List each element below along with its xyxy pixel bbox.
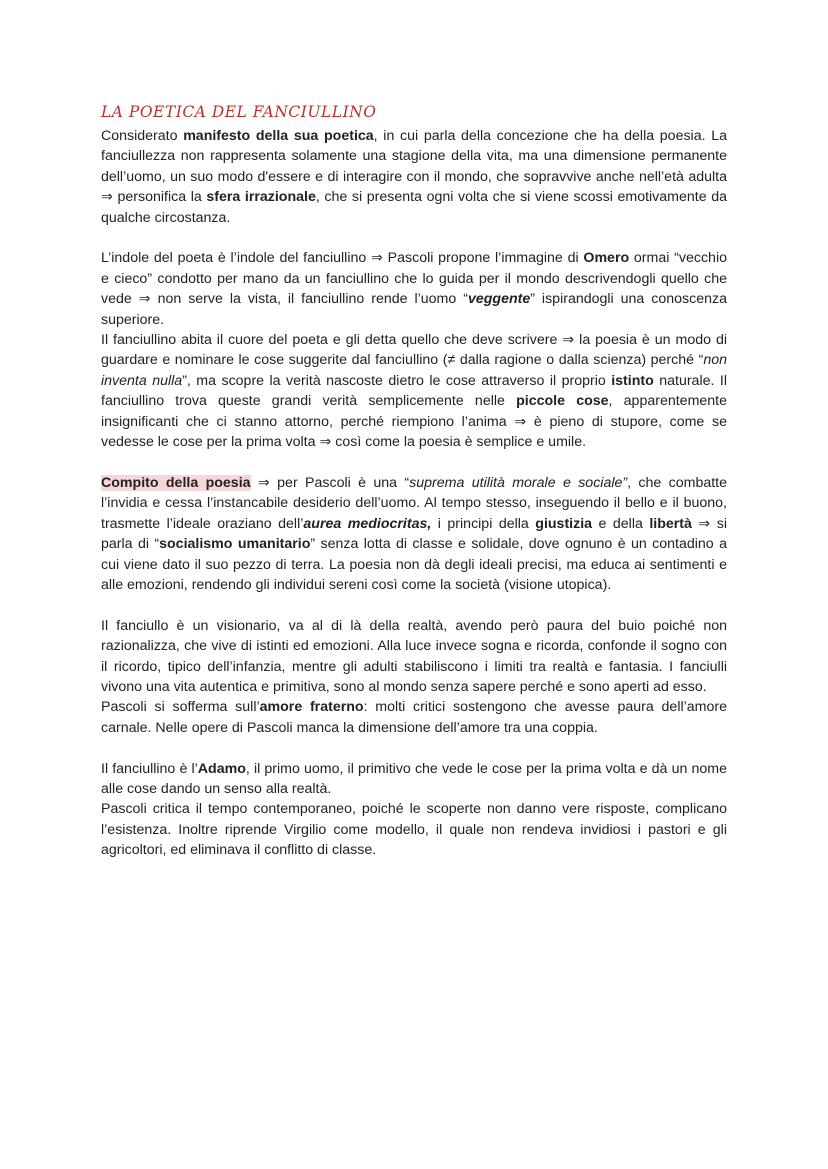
document-title: LA POETICA DEL FANCIULLINO	[101, 103, 377, 121]
paragraph-gap	[101, 738, 727, 758]
paragraph-gap	[101, 452, 727, 472]
paragraph-indole: L’indole del poeta è l’indole del fanciullino ⇒ Pascoli propone l’immagine di Omero ormai “vecchio e cieco” condotto per mano da un fanciullino che lo guida per il mondo descrivendogli quello che vede ⇒ non serve la vista, il fanciullino rende l’uomo “veggente” ispirandogli una conoscenza superiore.	[101, 250, 728, 328]
document-page	[101, 100, 727, 861]
paragraph-amore-fraterno: Pascoli si sofferma sull’amore fraterno: molti critici sostengono che avesse paura dell’amore carnale. Nelle opere di Pascoli manca la dimensione dell’amore tra una coppia.	[101, 699, 727, 736]
paragraph-adamo: Il fanciullino è l’Adamo, il primo uomo, il primitivo che vede le cose per la prima volta e dà un nome alle cose dando un senso alla realtà.	[101, 760, 727, 797]
paragraph-cuore-del-poeta: Il fanciullino abita il cuore del poeta e gli detta quello che deve scrivere ⇒ la poesia è un modo di guardare e nominare le cose suggerite dal fanciullino (≠ dalla ragione o dalla scienza) perché “non inventa nulla”, ma scopre la verità nascoste dietro le cose attraverso il proprio istinto naturale. Il fanciullino trova queste grandi verità semplicemente nelle piccole cose, apparentemente insignificanti che ci stanno attorno, perché riempiono l’anima ⇒ è pieno di stupore, come se vedesse le cose per la prima volta ⇒ così come la poesia è semplice e umile.	[101, 332, 727, 451]
paragraph-visionario: Il fanciullo è un visionario, va al di là della realtà, avendo però paura del buio poiché non razionalizza, che vive di istinti ed emozioni. Alla luce invece sogna e ricorda, confonde il sogno con il ricordo, tipico dell’infanzia, mentre gli adulti stabiliscono i limiti tra realtà e fantasia. I fanciulli vivono una vita autentica e primitiva, sono al mondo senza sapere perché e sono aperti ad esso.	[101, 617, 727, 695]
paragraph-critica-tempo: Pascoli critica il tempo contemporaneo, poiché le scoperte non danno vere risposte, complicano l’esistenza. Inoltre riprende Virgilio come modello, il quale non rendeva invidiosi i pastori e gli agricoltori, ed eliminava il conflitto di classe.	[101, 801, 727, 859]
paragraph-gap	[101, 595, 727, 615]
paragraph-compito-poesia: Compito della poesia ⇒ per Pascoli è una “suprema utilità morale e sociale”, che combatte l’invidia e cessa l’instancabile desiderio dell’uomo. Al tempo stesso, inseguendo il bello e il buono, trasmette l’ideale oraziano dell’aurea mediocritas, i principi della giustizia e della libertà ⇒ si parla di “socialismo umanitario” senza lotta di classe e solidale, dove ognuno è un contadino a cui viene dato il suo pezzo di terra. La poesia non dà degli ideali precisi, ma educa ai sentimenti e alle emozioni, rendendo gli individui sereni così come la società (visione utopica).	[101, 474, 728, 593]
paragraph-manifesto: Considerato manifesto della sua poetica, in cui parla della concezione che ha della poesia. La fanciullezza non rappresenta solamente una stagione della vita, ma una dimensione permanente dell’uomo, un suo modo d'essere e di interagire con il mondo, che sopravvive anche nell’età adulta ⇒ personifica la sfera irrazionale, che si presenta ogni volta che si viene scossi emotivamente da qualche circostanza.	[101, 128, 727, 226]
paragraph-gap	[101, 228, 727, 248]
highlighted-heading: Compito della poesia	[101, 474, 251, 491]
